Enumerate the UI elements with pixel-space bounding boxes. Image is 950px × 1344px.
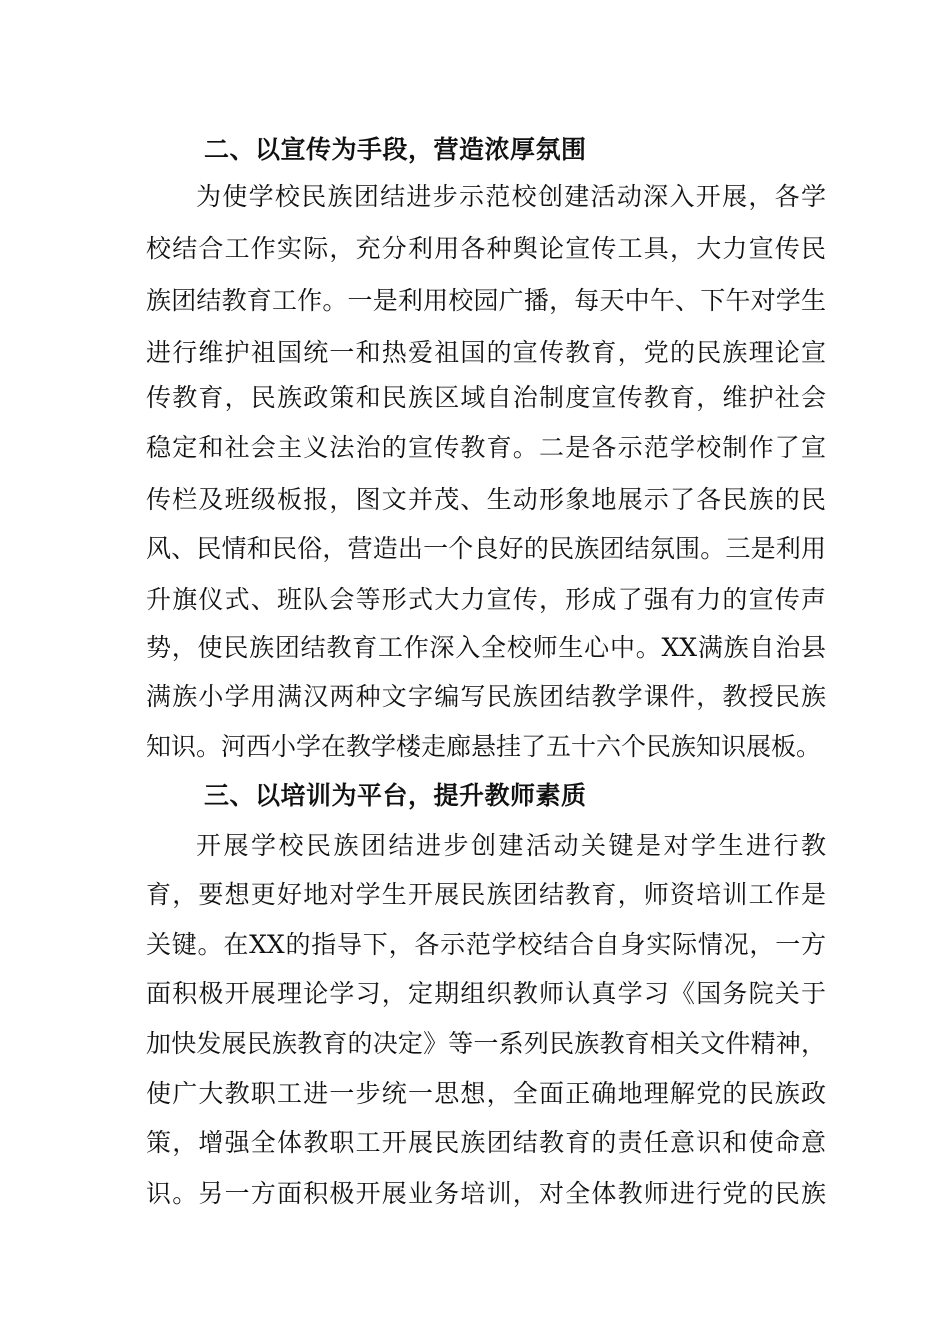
paragraph-line: 传教育，民族政策和民族区域自治制度宣传教育，维护社会 bbox=[146, 383, 826, 412]
section-heading-3: 三、以培训为平台，提升教师素质 bbox=[204, 781, 587, 810]
paragraph-line: 使广大教职工进一步统一思想，全面正确地理解党的民族政 bbox=[146, 1079, 826, 1108]
paragraph-line: 族团结教育工作。一是利用校园广播，每天中午、下午对学生 bbox=[146, 286, 826, 315]
paragraph-line: 为使学校民族团结进步示范校创建活动深入开展，各学 bbox=[196, 182, 826, 211]
paragraph-line: 满族小学用满汉两种文字编写民族团结教学课件，教授民族 bbox=[146, 682, 826, 711]
paragraph-line: 升旗仪式、班队会等形式大力宣传，形成了强有力的宣传声 bbox=[146, 585, 826, 614]
paragraph-line: 育，要想更好地对学生开展民族团结教育，师资培训工作是 bbox=[146, 880, 826, 909]
paragraph-line: 关键。在XX的指导下，各示范学校结合自身实际情况，一方 bbox=[146, 930, 826, 959]
paragraph-line: 风、民情和民俗，营造出一个良好的民族团结氛围。三是利用 bbox=[146, 534, 826, 563]
section-heading-2: 二、以宣传为手段，营造浓厚氛围 bbox=[204, 135, 587, 164]
paragraph-line: 知识。河西小学在教学楼走廊悬挂了五十六个民族知识展板。 bbox=[146, 732, 822, 761]
paragraph-line: 识。另一方面积极开展业务培训，对全体教师进行党的民族 bbox=[146, 1179, 826, 1208]
paragraph-line: 加快发展民族教育的决定》等一系列民族教育相关文件精神， bbox=[146, 1029, 826, 1058]
paragraph-line: 校结合工作实际，充分利用各种舆论宣传工具，大力宣传民 bbox=[146, 234, 826, 263]
paragraph-line: 传栏及班级板报，图文并茂、生动形象地展示了各民族的民 bbox=[146, 485, 826, 514]
paragraph-line: 面积极开展理论学习，定期组织教师认真学习《国务院关于 bbox=[146, 979, 826, 1008]
paragraph-line: 势，使民族团结教育工作深入全校师生心中。XX满族自治县 bbox=[146, 633, 826, 662]
paragraph-line: 策，增强全体教职工开展民族团结教育的责任意识和使命意 bbox=[146, 1128, 826, 1157]
paragraph-line: 稳定和社会主义法治的宣传教育。二是各示范学校制作了宣 bbox=[146, 433, 826, 462]
paragraph-line: 开展学校民族团结进步创建活动关键是对学生进行教 bbox=[196, 831, 826, 860]
paragraph-line: 进行维护祖国统一和热爱祖国的宣传教育，党的民族理论宣 bbox=[146, 338, 826, 367]
